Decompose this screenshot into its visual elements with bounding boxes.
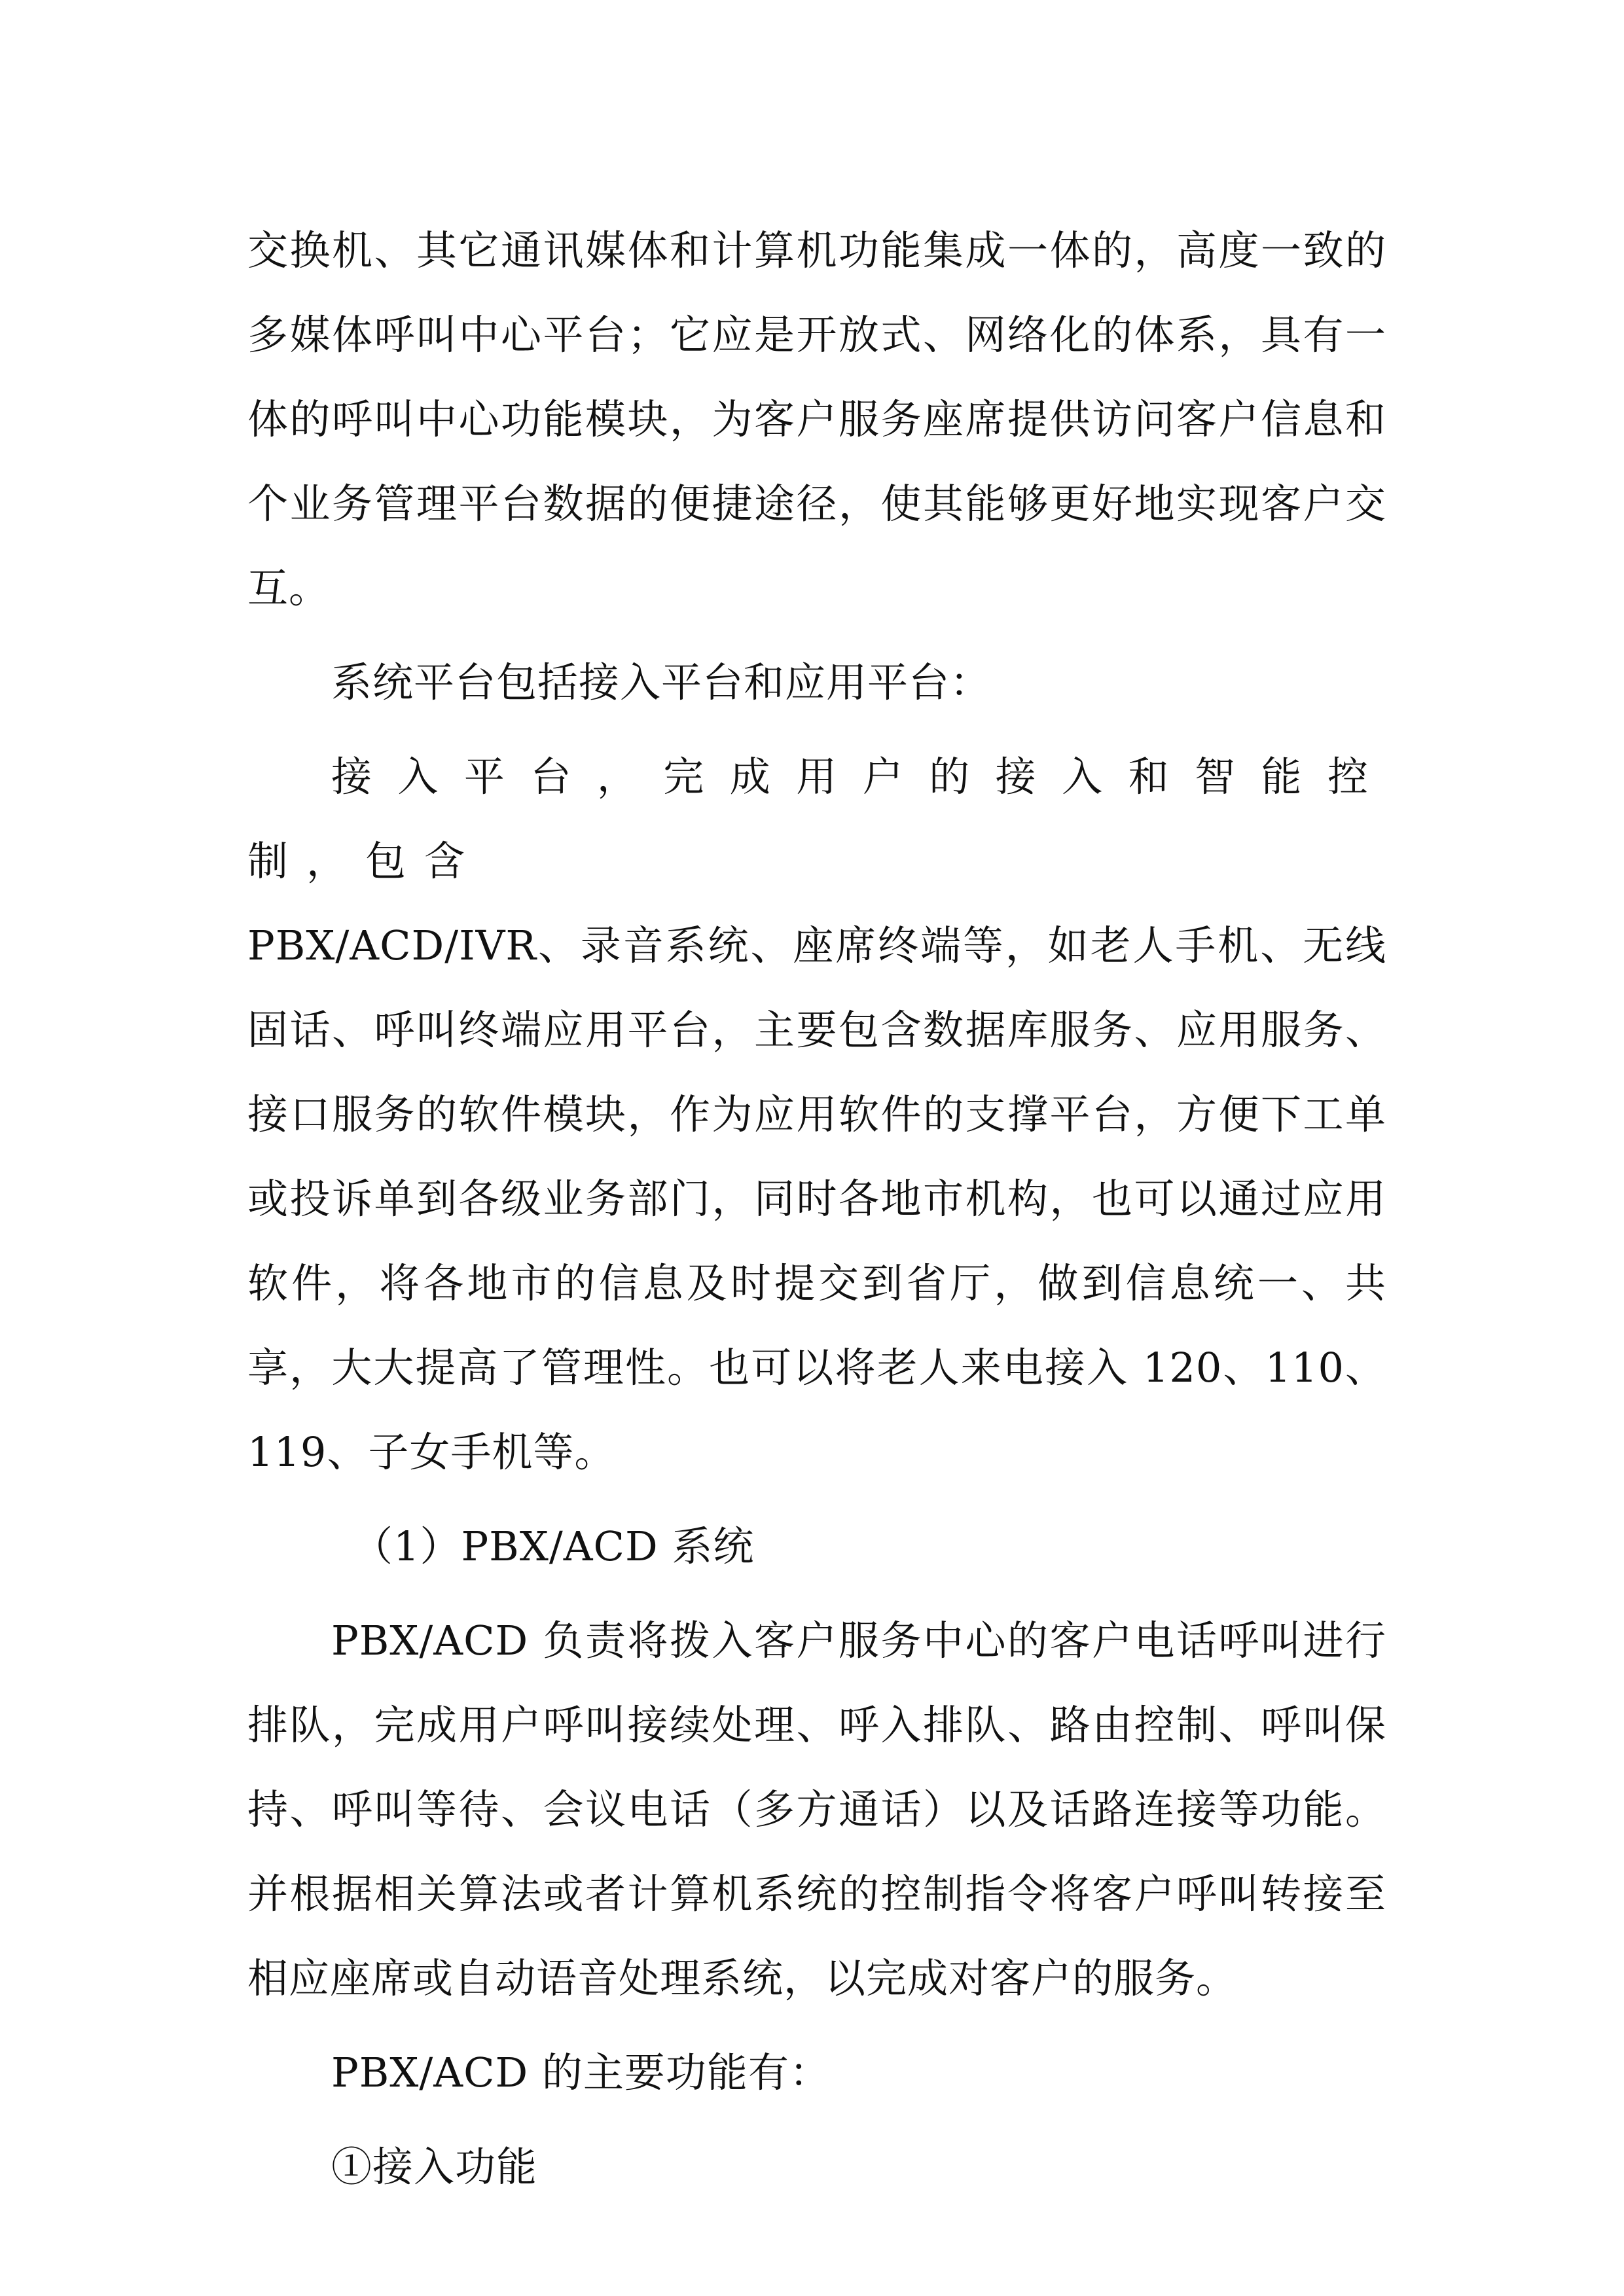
paragraph-3-continued: PBX/ACD/IVR、录音系统、座席终端等，如老人手机、无线固话、呼叫终端应用平台，主要包含数据库服务、应用服务、接口服务的软件模块，作为应用软件的支撑平台，方便下工单或投诉单到各级业务部门，同时各地市机构，也可以通过应用软件，将各地市的信息及时提交到省厅，做到信息统一、共享，大大提高了管理性。也可以将老人来电接入 120、110、119、子女手机等。 xyxy=(247,922,1386,1476)
paragraph-main-functions: PBX/ACD 的主要功能有： xyxy=(331,2049,831,2096)
paragraph-1: 交换机、其它通讯媒体和计算机功能集成一体的，高度一致的多媒体呼叫中心平台；它应是开放式、网络化的体系，具有一体的呼叫中心功能模块，为客户服务座席提供访问客户信息和个业务管理平台数据的便捷途径，使其能够更好地实现客户交互。 xyxy=(247,226,1386,612)
paragraph-2: 系统平台包括接入平台和应用平台： xyxy=(331,658,992,706)
list-item-access-function: ①接入功能 xyxy=(331,2143,538,2191)
document-body xyxy=(247,208,1386,2209)
paragraph-pbx-acd-description: PBX/ACD 负责将拨入客户服务中心的客户电话呼叫进行排队，完成用户呼叫接续处理、呼入排队、路由控制、呼叫保持、呼叫等待、会议电话（多方通话）以及话路连接等功能。并根据相关算法或者计算机系统的控制指令将客户呼叫转接至相应座席或自动语音处理系统，以完成对客户的服务。 xyxy=(247,1617,1386,2002)
section-heading-pbx-acd: （1）PBX/ACD 系统 xyxy=(352,1522,755,1570)
paragraph-3-first-line: 接入平台，完成用户的接入和智能控制，包含 xyxy=(247,753,1386,885)
